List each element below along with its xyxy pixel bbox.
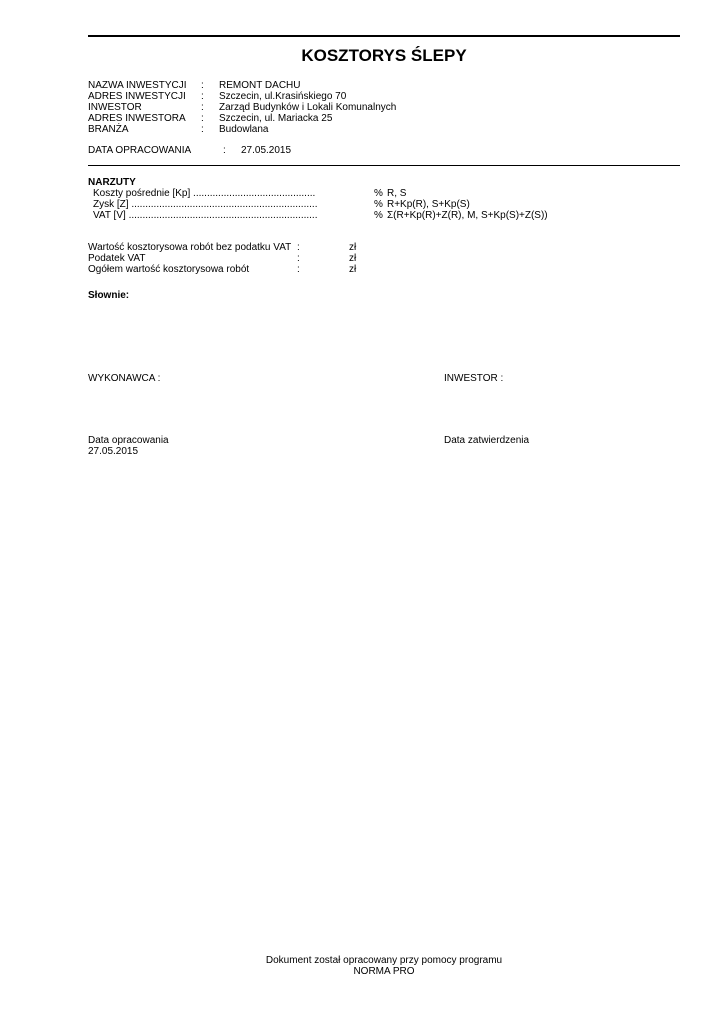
page-title: KOSZTORYS ŚLEPY bbox=[301, 46, 467, 65]
info-value: Zarząd Budynków i Lokali Komunalnych bbox=[219, 102, 397, 113]
footer-line-1: Dokument został opracowany przy pomocy programu bbox=[265, 955, 503, 966]
info-separator: : bbox=[201, 80, 204, 91]
info-value: Budowlana bbox=[219, 124, 269, 135]
value-label: Podatek VAT bbox=[88, 253, 146, 264]
top-rule bbox=[88, 35, 680, 37]
info-label: BRANŻA bbox=[88, 124, 129, 135]
info-value: Szczecin, ul.Krasińskiego 70 bbox=[219, 91, 347, 102]
info-separator: : bbox=[201, 91, 204, 102]
data-zatwierdzenia-label: Data zatwierdzenia bbox=[444, 435, 530, 446]
narzut-percent: % bbox=[374, 188, 383, 199]
info-separator: : bbox=[201, 102, 204, 113]
info-separator: : bbox=[201, 113, 204, 124]
data-opracowania-label: Data opracowania bbox=[88, 435, 169, 446]
value-label: Wartość kosztorysowa robót bez podatku VAT bbox=[88, 242, 292, 253]
narzut-formula: R+Kp(R), S+Kp(S) bbox=[387, 199, 470, 210]
info-separator: : bbox=[201, 124, 204, 135]
section-rule bbox=[88, 165, 680, 166]
narzut-percent: % bbox=[374, 210, 383, 221]
info-label: NAZWA INWESTYCJI bbox=[88, 80, 187, 91]
wykonawca-label: WYKONAWCA : bbox=[88, 373, 161, 384]
slownie-label: Słownie: bbox=[88, 290, 130, 301]
value-label: Ogółem wartość kosztorysowa robót bbox=[88, 264, 250, 275]
value-separator: : bbox=[297, 242, 300, 253]
info-value: REMONT DACHU bbox=[219, 80, 301, 91]
footer-line-2: NORMA PRO bbox=[353, 966, 415, 977]
narzut-label: Koszty pośrednie [Kp] ............................................ bbox=[93, 188, 316, 199]
info-label: INWESTOR bbox=[88, 102, 142, 113]
value-separator: : bbox=[297, 264, 300, 275]
narzut-formula: Σ(R+Kp(R)+Z(R), M, S+Kp(S)+Z(S)) bbox=[387, 210, 548, 221]
value-separator: : bbox=[297, 253, 300, 264]
narzuty-heading: NARZUTY bbox=[88, 177, 136, 188]
data-opracowania-value: 27.05.2015 bbox=[88, 446, 139, 457]
info-label: ADRES INWESTORA bbox=[88, 113, 186, 124]
value-unit: zł bbox=[349, 264, 357, 275]
info-value: Szczecin, ul. Mariacka 25 bbox=[219, 113, 333, 124]
date-label: DATA OPRACOWANIA bbox=[88, 145, 192, 156]
narzut-label: VAT [V] .................................................................... bbox=[93, 210, 318, 221]
narzut-percent: % bbox=[374, 199, 383, 210]
date-value: 27.05.2015 bbox=[241, 145, 292, 156]
narzut-formula: R, S bbox=[387, 188, 407, 199]
date-separator: : bbox=[223, 145, 226, 156]
value-unit: zł bbox=[349, 253, 357, 264]
info-label: ADRES INWESTYCJI bbox=[88, 91, 186, 102]
narzut-label: Zysk [Z] ................................................................... bbox=[93, 199, 318, 210]
inwestor-label: INWESTOR : bbox=[444, 373, 504, 384]
value-unit: zł bbox=[349, 242, 357, 253]
